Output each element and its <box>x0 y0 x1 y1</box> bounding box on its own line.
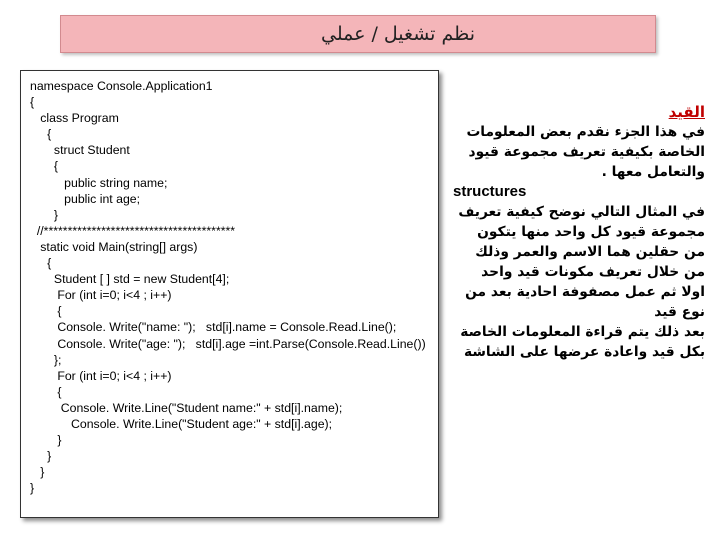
code-line: } <box>30 449 52 464</box>
code-line: Console. Write.Line("Student age:" + std[i].age); <box>30 416 333 431</box>
code-line: { <box>30 384 62 399</box>
code-line: struct Student <box>30 143 130 158</box>
code-line: class Program <box>30 111 119 126</box>
code-line: { <box>30 304 62 319</box>
code-line: static void Main(string[] args) <box>30 239 198 254</box>
code-line: Student [ ] std = new Student[4]; <box>30 272 230 287</box>
description-line: في هذا الجزء نقدم بعض المعلومات <box>466 124 705 140</box>
code-line: Console. Write("name: "); std[i].name = Console.Read.Line(); <box>30 320 397 335</box>
description-line: بعد ذلك يتم قراءة المعلومات الخاصة <box>460 324 705 340</box>
description-line: الخاصة بكيفية تعريف مجموعة قيود <box>468 144 705 160</box>
code-line: For (int i=0; i<4 ; i++) <box>30 288 172 303</box>
code-line: Console. Write.Line("Student name:" + std[i].name); <box>30 400 343 415</box>
code-line: public string name; <box>30 175 168 190</box>
description-heading: القيد <box>668 103 705 121</box>
code-line: }; <box>30 352 62 367</box>
description-line: نوع قيد <box>654 304 705 320</box>
description-line: من حقلين هما الاسم والعمر وذلك <box>475 244 705 260</box>
code-line: //**************************************** <box>30 223 236 238</box>
description-line: من خلال تعريف مكونات قيد واحد <box>481 264 705 280</box>
code-line: } <box>30 481 35 496</box>
code-line: { <box>30 95 35 110</box>
code-line: For (int i=0; i<4 ; i++) <box>30 368 172 383</box>
description-line: مجموعة قيود كل واحد منها يتكون <box>477 224 705 240</box>
code-line: { <box>30 127 52 142</box>
code-line: } <box>30 433 62 448</box>
description-line: بكل قيد واعادة عرضها على الشاشة <box>463 344 705 360</box>
description-panel <box>453 102 705 362</box>
code-line: public int age; <box>30 191 141 206</box>
slide-title-bar <box>60 15 656 53</box>
code-line: namespace Console.Application1 <box>30 79 213 93</box>
slide-title: نظم تشغيل / عملي <box>320 23 475 45</box>
code-line: } <box>30 465 45 480</box>
description-line: والتعامل معها . <box>601 164 705 180</box>
code-listing <box>20 70 439 518</box>
description-line: في المثال التالي نوضح كيفية تعريف <box>458 204 705 220</box>
description-line: اولا ثم عمل مصفوفة احادية بعد من <box>465 284 705 300</box>
code-line: { <box>30 256 52 271</box>
code-line: } <box>30 207 59 222</box>
code-line: Console. Write("age: "); std[i].age =int.Parse(Console.Read.Line()) <box>30 336 426 351</box>
code-line: { <box>30 159 59 174</box>
description-keyword: structures <box>453 183 527 200</box>
